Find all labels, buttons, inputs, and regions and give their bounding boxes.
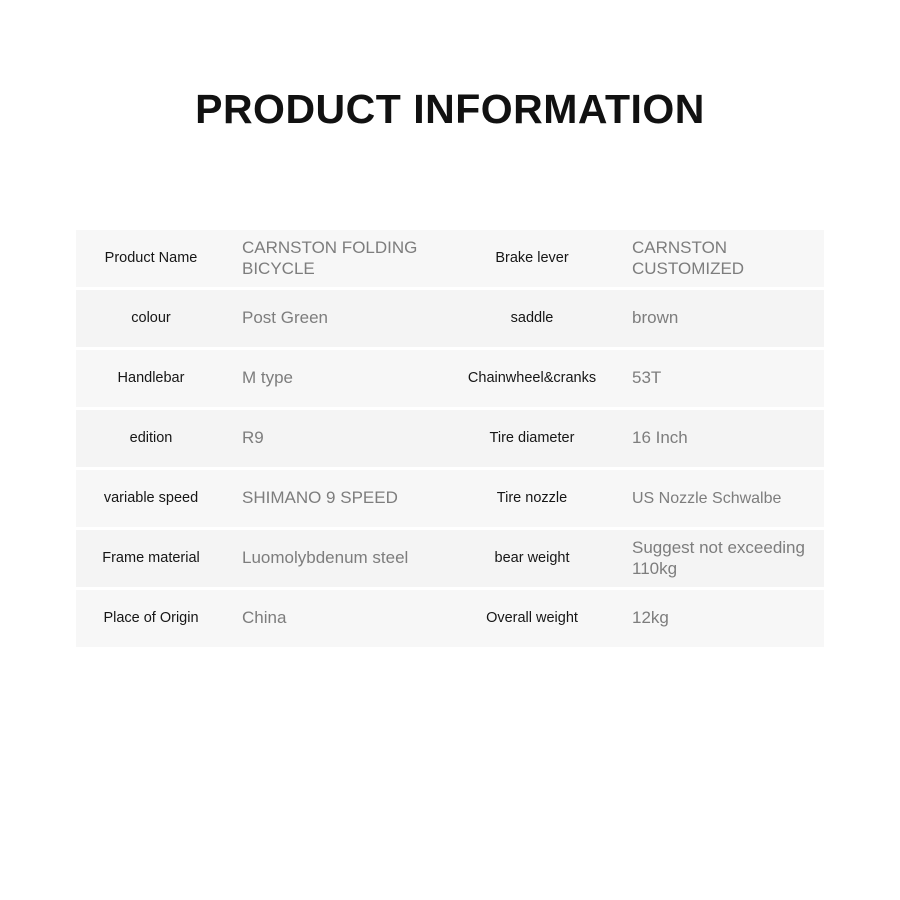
spec-value: brown (632, 308, 679, 328)
spec-value: SHIMANO 9 SPEED (242, 488, 398, 508)
spec-label: Product Name (104, 250, 198, 267)
spec-label: Overall weight (486, 610, 578, 627)
row-left-group (76, 230, 448, 287)
row-left-group (76, 350, 448, 407)
row-left-group (76, 590, 448, 647)
spec-label: bear weight (494, 550, 570, 567)
table-row (76, 290, 824, 347)
table-row (76, 590, 824, 647)
spec-value: R9 (242, 428, 264, 448)
spec-value: Luomolybdenum steel (242, 548, 409, 568)
page-title: PRODUCT INFORMATION (195, 86, 705, 132)
spec-value: 16 Inch (632, 428, 688, 448)
spec-value: 53T (632, 368, 662, 388)
row-left-group (76, 470, 448, 527)
spec-label: Brake lever (495, 250, 569, 267)
row-right-group (448, 410, 824, 467)
spec-label: Frame material (102, 550, 200, 567)
spec-label: Tire diameter (489, 430, 575, 447)
spec-value: 12kg (632, 608, 669, 628)
spec-label: edition (129, 430, 173, 447)
spec-label: Handlebar (117, 370, 185, 387)
row-left-group (76, 530, 448, 587)
table-row (76, 230, 824, 287)
spec-label: saddle (510, 310, 554, 327)
row-left-group (76, 290, 448, 347)
spec-label: Place of Origin (103, 610, 199, 627)
spec-label: colour (131, 310, 171, 327)
row-left-group (76, 410, 448, 467)
row-right-group (448, 530, 824, 587)
spec-value: Suggest not exceeding 110kg (632, 538, 805, 578)
spec-value: US Nozzle Schwalbe (632, 489, 782, 507)
row-right-group (448, 470, 824, 527)
spec-value: CARNSTON CUSTOMIZED (632, 238, 745, 278)
row-right-group (448, 230, 824, 287)
row-right-group (448, 350, 824, 407)
table-row (76, 410, 824, 467)
row-right-group (448, 290, 824, 347)
spec-value: Post Green (242, 308, 328, 328)
spec-label: Chainwheel&cranks (467, 370, 597, 387)
row-right-group (448, 590, 824, 647)
spec-label: Tire nozzle (496, 490, 568, 507)
spec-value: CARNSTON FOLDING BICYCLE (242, 238, 418, 278)
specification-table (76, 230, 824, 650)
spec-value: China (242, 608, 287, 628)
table-row (76, 350, 824, 407)
table-row (76, 470, 824, 527)
table-row (76, 530, 824, 587)
spec-label: variable speed (103, 490, 199, 507)
spec-value: M type (242, 368, 294, 388)
